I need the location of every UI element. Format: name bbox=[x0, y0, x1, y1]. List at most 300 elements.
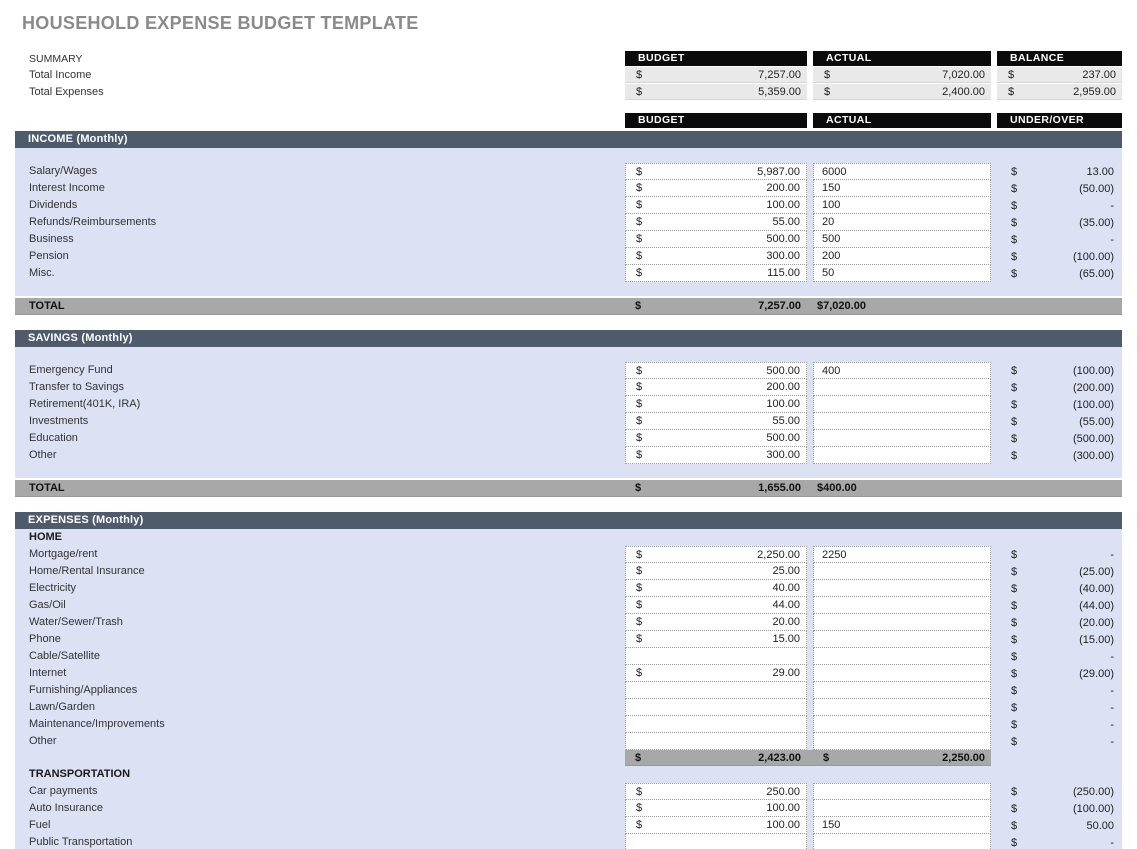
currency-symbol: $ bbox=[1011, 548, 1018, 561]
under-over-cell bbox=[997, 834, 1122, 849]
currency-symbol: $ bbox=[635, 751, 642, 764]
budget-input-cell[interactable] bbox=[625, 546, 807, 563]
total-actual-cell bbox=[807, 480, 857, 496]
row-label: Misc. bbox=[29, 267, 55, 279]
budget-input-cell[interactable] bbox=[625, 614, 807, 631]
currency-symbol: $ bbox=[636, 633, 643, 645]
amount-value: 200.00 bbox=[766, 182, 800, 194]
row-label: Education bbox=[29, 432, 78, 444]
budget-input-cell[interactable] bbox=[625, 197, 807, 214]
subtotal-budget-cell bbox=[625, 750, 807, 765]
budget-input-cell[interactable] bbox=[625, 248, 807, 265]
amount-value: 25.00 bbox=[772, 565, 800, 577]
row-label: Internet bbox=[29, 667, 67, 679]
under-over-cell bbox=[997, 783, 1122, 800]
actual-input-cell[interactable] bbox=[813, 214, 991, 231]
row-label: Public Transportation bbox=[29, 836, 133, 848]
actual-input-cell[interactable] bbox=[813, 834, 991, 849]
table-row bbox=[15, 817, 1122, 834]
row-label: Car payments bbox=[29, 785, 98, 797]
row-label: Gas/Oil bbox=[29, 599, 66, 611]
main-column-headers bbox=[15, 113, 1122, 128]
currency-symbol: $ bbox=[817, 300, 824, 312]
budget-input-cell[interactable] bbox=[625, 180, 807, 197]
budget-input-cell[interactable] bbox=[625, 265, 807, 282]
amount-value: 13.00 bbox=[1086, 165, 1114, 178]
subsection-title: HOME bbox=[29, 531, 62, 543]
row-label: Auto Insurance bbox=[29, 802, 103, 814]
row-label: Business bbox=[29, 233, 74, 245]
table-row bbox=[15, 597, 1122, 614]
section-total-row bbox=[15, 298, 1122, 315]
table-row bbox=[15, 197, 1122, 214]
actual-input-cell[interactable] bbox=[813, 248, 991, 265]
budget-input-cell[interactable] bbox=[625, 430, 807, 447]
section-header-savings: SAVINGS (Monthly) bbox=[15, 330, 1122, 347]
budget-input-cell[interactable] bbox=[625, 447, 807, 464]
amount-value: (100.00) bbox=[1073, 250, 1114, 263]
row-label: Transfer to Savings bbox=[29, 381, 124, 393]
total-actual-cell bbox=[807, 298, 866, 314]
section-header-expenses: EXPENSES (Monthly) bbox=[15, 512, 1122, 529]
actual-input-cell[interactable] bbox=[813, 379, 991, 396]
summary-label: SUMMARY bbox=[29, 52, 83, 65]
amount-value: 55.00 bbox=[772, 415, 800, 427]
under-over-cell bbox=[997, 163, 1122, 180]
actual-value: 200 bbox=[822, 250, 841, 262]
currency-symbol: $ bbox=[1011, 415, 1018, 428]
column-header-actual: ACTUAL bbox=[813, 113, 991, 128]
under-over-cell bbox=[997, 379, 1122, 396]
actual-input-cell[interactable] bbox=[813, 265, 991, 282]
actual-input-cell[interactable] bbox=[813, 163, 991, 180]
row-label: Investments bbox=[29, 415, 89, 427]
row-label: Water/Sewer/Trash bbox=[29, 616, 123, 628]
currency-symbol: $ bbox=[1011, 684, 1018, 697]
subtotal-actual-cell bbox=[813, 750, 991, 765]
currency-symbol: $ bbox=[636, 267, 643, 279]
currency-symbol: $ bbox=[1011, 785, 1018, 798]
summary-header-budget: BUDGET bbox=[625, 51, 807, 66]
row-label: Home/Rental Insurance bbox=[29, 565, 145, 577]
table-row bbox=[15, 396, 1122, 413]
actual-input-cell[interactable] bbox=[813, 800, 991, 817]
budget-input-cell[interactable] bbox=[625, 817, 807, 834]
section-total-row bbox=[15, 480, 1122, 497]
budget-input-cell[interactable] bbox=[625, 682, 807, 699]
row-label: Retirement(401K, IRA) bbox=[29, 398, 141, 410]
amount-value: (29.00) bbox=[1079, 667, 1114, 680]
row-label: Cable/Satellite bbox=[29, 650, 100, 662]
currency-symbol: $ bbox=[635, 300, 642, 312]
actual-input-cell[interactable] bbox=[813, 180, 991, 197]
currency-symbol: $ bbox=[1011, 250, 1018, 263]
currency-symbol: $ bbox=[636, 599, 643, 611]
currency-symbol: $ bbox=[636, 165, 643, 178]
actual-input-cell[interactable] bbox=[813, 546, 991, 563]
spacer bbox=[15, 282, 1122, 296]
currency-symbol: $ bbox=[636, 233, 643, 245]
row-label: Lawn/Garden bbox=[29, 701, 96, 713]
budget-input-cell[interactable] bbox=[625, 597, 807, 614]
table-row bbox=[15, 362, 1122, 379]
currency-symbol: $ bbox=[636, 616, 643, 628]
summary-row-label: Total Expenses bbox=[29, 86, 104, 98]
amount-value: 7,257.00 bbox=[758, 300, 801, 312]
table-row bbox=[15, 430, 1122, 447]
currency-symbol: $ bbox=[1011, 582, 1018, 595]
amount-value: - bbox=[1110, 650, 1114, 663]
actual-input-cell[interactable] bbox=[813, 682, 991, 699]
amount-value: 2,250.00 bbox=[757, 548, 800, 561]
row-label: Dividends bbox=[29, 199, 78, 211]
budget-input-cell[interactable] bbox=[625, 631, 807, 648]
actual-input-cell[interactable] bbox=[813, 413, 991, 430]
budget-input-cell[interactable] bbox=[625, 800, 807, 817]
under-over-cell bbox=[997, 396, 1122, 413]
currency-symbol: $ bbox=[1011, 650, 1018, 663]
actual-input-cell[interactable] bbox=[813, 580, 991, 597]
amount-value: - bbox=[1110, 735, 1114, 748]
budget-input-cell[interactable] bbox=[625, 733, 807, 750]
summary-header-balance: BALANCE bbox=[997, 51, 1122, 66]
under-over-cell bbox=[997, 180, 1122, 197]
amount-value: 500.00 bbox=[766, 233, 800, 245]
currency-symbol: $ bbox=[1011, 718, 1018, 731]
currency-symbol: $ bbox=[636, 449, 643, 461]
amount-value: - bbox=[1110, 233, 1114, 246]
actual-value: 50 bbox=[822, 267, 835, 279]
amount-value: - bbox=[1110, 718, 1114, 731]
under-over-cell bbox=[997, 546, 1122, 563]
currency-symbol: $ bbox=[1011, 836, 1018, 849]
amount-value: 300.00 bbox=[766, 449, 800, 461]
table-row bbox=[15, 214, 1122, 231]
actual-value: 150 bbox=[822, 819, 841, 831]
currency-symbol: $ bbox=[636, 216, 643, 228]
table-row bbox=[15, 682, 1122, 699]
table-row bbox=[15, 716, 1122, 733]
page-title: HOUSEHOLD EXPENSE BUDGET TEMPLATE bbox=[22, 13, 419, 33]
subsection-subtotal-row bbox=[15, 750, 1122, 766]
table-row bbox=[15, 648, 1122, 665]
table-row bbox=[15, 699, 1122, 716]
section-body-savings bbox=[15, 347, 1122, 478]
summary-total-expenses-balance: $ 2,959.00 bbox=[997, 84, 1122, 100]
currency-symbol: $ bbox=[635, 482, 642, 494]
row-label: Other bbox=[29, 735, 57, 747]
amount-value: (55.00) bbox=[1079, 415, 1114, 428]
table-row bbox=[15, 563, 1122, 580]
table-row bbox=[15, 248, 1122, 265]
currency-symbol: $ bbox=[1011, 199, 1018, 212]
budget-input-cell[interactable] bbox=[625, 563, 807, 580]
amount-value: - bbox=[1110, 701, 1114, 714]
column-header-under-over: UNDER/OVER bbox=[997, 113, 1122, 128]
amount-value: (50.00) bbox=[1079, 182, 1114, 195]
row-label: Maintenance/Improvements bbox=[29, 718, 165, 730]
under-over-cell bbox=[997, 248, 1122, 265]
under-over-cell bbox=[997, 265, 1122, 282]
summary-total-income-balance: $ 237.00 bbox=[997, 67, 1122, 83]
amount-value: (500.00) bbox=[1073, 432, 1114, 445]
summary-total-income-budget: $ 7,257.00 bbox=[625, 67, 807, 83]
actual-input-cell[interactable] bbox=[813, 665, 991, 682]
budget-input-cell[interactable] bbox=[625, 665, 807, 682]
amount-value: 100.00 bbox=[766, 819, 800, 831]
currency-symbol: $ bbox=[636, 548, 643, 561]
currency-symbol: $ bbox=[636, 199, 643, 211]
amount-value: 44.00 bbox=[772, 599, 800, 611]
amount-value: - bbox=[1110, 548, 1114, 561]
budget-input-cell[interactable] bbox=[625, 413, 807, 430]
table-row bbox=[15, 733, 1122, 750]
under-over-cell bbox=[997, 800, 1122, 817]
total-label: TOTAL bbox=[29, 482, 65, 494]
amount-value: 55.00 bbox=[772, 216, 800, 228]
table-row bbox=[15, 265, 1122, 282]
currency-symbol: $ bbox=[1011, 667, 1018, 680]
amount-value: 15.00 bbox=[772, 633, 800, 645]
currency-symbol: $ bbox=[1011, 802, 1018, 815]
currency-symbol: $ bbox=[817, 482, 824, 494]
row-label: Salary/Wages bbox=[29, 165, 98, 177]
table-row bbox=[15, 231, 1122, 248]
column-header-budget: BUDGET bbox=[625, 113, 807, 128]
currency-symbol: $ bbox=[1011, 165, 1018, 178]
amount-value: 40.00 bbox=[772, 582, 800, 594]
total-budget-cell bbox=[625, 298, 807, 314]
table-row bbox=[15, 379, 1122, 396]
amount-value: - bbox=[1110, 199, 1114, 212]
amount-value: 400.00 bbox=[823, 482, 857, 494]
row-label: Furnishing/Appliances bbox=[29, 684, 138, 696]
amount-value: (100.00) bbox=[1073, 364, 1114, 377]
budget-input-cell[interactable] bbox=[625, 231, 807, 248]
amount-value: (44.00) bbox=[1079, 599, 1114, 612]
spacer bbox=[15, 148, 1122, 163]
under-over-cell bbox=[997, 682, 1122, 699]
currency-symbol: $ bbox=[1011, 216, 1018, 229]
table-row bbox=[15, 665, 1122, 682]
actual-input-cell[interactable] bbox=[813, 733, 991, 750]
under-over-cell bbox=[997, 699, 1122, 716]
actual-input-cell[interactable] bbox=[813, 430, 991, 447]
amount-value: (15.00) bbox=[1079, 633, 1114, 646]
amount-value: 2,250.00 bbox=[942, 751, 985, 764]
currency-symbol: $ bbox=[1011, 701, 1018, 714]
amount-value: - bbox=[1110, 684, 1114, 697]
actual-value: 500 bbox=[822, 233, 841, 245]
summary-total-income-actual: $ 7,020.00 bbox=[813, 67, 991, 83]
budget-input-cell[interactable] bbox=[625, 580, 807, 597]
actual-value: 6000 bbox=[822, 165, 847, 178]
table-row bbox=[15, 180, 1122, 197]
actual-input-cell[interactable] bbox=[813, 396, 991, 413]
subsection-title: TRANSPORTATION bbox=[29, 768, 131, 780]
amount-value: (300.00) bbox=[1073, 449, 1114, 462]
budget-input-cell[interactable] bbox=[625, 163, 807, 180]
budget-input-cell[interactable] bbox=[625, 783, 807, 800]
currency-symbol: $ bbox=[1011, 267, 1018, 280]
currency-symbol: $ bbox=[636, 785, 643, 798]
under-over-cell bbox=[997, 197, 1122, 214]
amount-value: (25.00) bbox=[1079, 565, 1114, 578]
under-over-cell bbox=[997, 665, 1122, 682]
amount-value: (250.00) bbox=[1073, 785, 1114, 798]
budget-input-cell[interactable] bbox=[625, 396, 807, 413]
currency-symbol: $ bbox=[1011, 819, 1018, 832]
actual-input-cell[interactable] bbox=[813, 631, 991, 648]
budget-input-cell[interactable] bbox=[625, 379, 807, 396]
amount-value: 50.00 bbox=[1086, 819, 1114, 832]
amount-value: 2,423.00 bbox=[758, 751, 801, 764]
section-gap bbox=[15, 497, 1122, 509]
currency-symbol: $ bbox=[636, 432, 643, 444]
actual-input-cell[interactable] bbox=[813, 648, 991, 665]
actual-input-cell[interactable] bbox=[813, 716, 991, 733]
amount-value: 100.00 bbox=[766, 802, 800, 814]
section-body-income bbox=[15, 148, 1122, 296]
currency-symbol: $ bbox=[636, 381, 643, 393]
actual-input-cell[interactable] bbox=[813, 597, 991, 614]
budget-input-cell[interactable] bbox=[625, 716, 807, 733]
currency-symbol: $ bbox=[1011, 364, 1018, 377]
currency-symbol: $ bbox=[1011, 398, 1018, 411]
currency-symbol: $ bbox=[636, 250, 643, 262]
budget-input-cell[interactable] bbox=[625, 214, 807, 231]
total-label: TOTAL bbox=[29, 300, 65, 312]
currency-symbol: $ bbox=[823, 751, 830, 764]
table-row bbox=[15, 163, 1122, 180]
actual-input-cell[interactable] bbox=[813, 563, 991, 580]
section-gap bbox=[15, 315, 1122, 327]
budget-input-cell[interactable] bbox=[625, 699, 807, 716]
currency-symbol: $ bbox=[636, 364, 643, 377]
sections-container bbox=[15, 131, 1122, 849]
budget-input-cell[interactable] bbox=[625, 834, 807, 849]
amount-value: (100.00) bbox=[1073, 802, 1114, 815]
amount-value: 5,987.00 bbox=[757, 165, 800, 178]
amount-value: - bbox=[1110, 836, 1114, 849]
budget-spreadsheet bbox=[15, 13, 1122, 849]
actual-input-cell[interactable] bbox=[813, 817, 991, 834]
currency-symbol: $ bbox=[1011, 381, 1018, 394]
amount-value: 250.00 bbox=[766, 785, 800, 798]
actual-input-cell[interactable] bbox=[813, 783, 991, 800]
summary-block bbox=[15, 51, 1122, 100]
amount-value: (20.00) bbox=[1079, 616, 1114, 629]
budget-input-cell[interactable] bbox=[625, 648, 807, 665]
summary-row-label: Total Income bbox=[29, 69, 92, 81]
amount-value: 115.00 bbox=[767, 267, 800, 279]
actual-input-cell[interactable] bbox=[813, 614, 991, 631]
amount-value: 100.00 bbox=[766, 398, 800, 410]
row-label: Fuel bbox=[29, 819, 51, 831]
row-label: Emergency Fund bbox=[29, 364, 113, 376]
table-row bbox=[15, 614, 1122, 631]
currency-symbol: $ bbox=[636, 819, 643, 831]
amount-value: 1,655.00 bbox=[758, 482, 801, 494]
amount-value: (65.00) bbox=[1079, 267, 1114, 280]
amount-value: (40.00) bbox=[1079, 582, 1114, 595]
actual-input-cell[interactable] bbox=[813, 231, 991, 248]
row-label: Interest Income bbox=[29, 182, 105, 194]
section-header-income: INCOME (Monthly) bbox=[15, 131, 1122, 148]
row-label: Phone bbox=[29, 633, 61, 645]
currency-symbol: $ bbox=[636, 182, 643, 194]
currency-symbol: $ bbox=[636, 802, 643, 814]
currency-symbol: $ bbox=[1011, 432, 1018, 445]
actual-input-cell[interactable] bbox=[813, 362, 991, 379]
actual-value: 100 bbox=[822, 199, 841, 211]
under-over-cell bbox=[997, 716, 1122, 733]
amount-value: 20.00 bbox=[772, 616, 800, 628]
summary-total-expenses-budget: $ 5,359.00 bbox=[625, 84, 807, 100]
table-row bbox=[15, 834, 1122, 849]
under-over-cell bbox=[997, 597, 1122, 614]
currency-symbol: $ bbox=[1011, 616, 1018, 629]
currency-symbol: $ bbox=[1011, 599, 1018, 612]
currency-symbol: $ bbox=[636, 667, 643, 679]
table-row bbox=[15, 580, 1122, 597]
actual-input-cell[interactable] bbox=[813, 197, 991, 214]
under-over-cell bbox=[997, 580, 1122, 597]
row-label: Mortgage/rent bbox=[29, 548, 98, 560]
under-over-cell bbox=[997, 631, 1122, 648]
table-row bbox=[15, 631, 1122, 648]
budget-input-cell[interactable] bbox=[625, 362, 807, 379]
under-over-cell bbox=[997, 733, 1122, 750]
actual-value: 150 bbox=[822, 182, 841, 194]
amount-value: 100.00 bbox=[766, 199, 800, 211]
table-row bbox=[15, 447, 1122, 464]
amount-value: (200.00) bbox=[1073, 381, 1114, 394]
currency-symbol: $ bbox=[1011, 182, 1018, 195]
under-over-cell bbox=[997, 231, 1122, 248]
summary-total-expenses-actual: $ 2,400.00 bbox=[813, 84, 991, 100]
amount-value: 200.00 bbox=[766, 381, 800, 393]
actual-value: 2250 bbox=[822, 548, 847, 561]
under-over-cell bbox=[997, 648, 1122, 665]
row-label: Refunds/Reimbursements bbox=[29, 216, 157, 228]
actual-input-cell[interactable] bbox=[813, 447, 991, 464]
under-over-cell bbox=[997, 817, 1122, 834]
table-row bbox=[15, 413, 1122, 430]
row-label: Pension bbox=[29, 250, 69, 262]
amount-value: 300.00 bbox=[766, 250, 800, 262]
under-over-cell bbox=[997, 413, 1122, 430]
currency-symbol: $ bbox=[636, 565, 643, 577]
actual-input-cell[interactable] bbox=[813, 699, 991, 716]
currency-symbol: $ bbox=[636, 398, 643, 410]
section-body-expenses bbox=[15, 529, 1122, 849]
under-over-cell bbox=[997, 214, 1122, 231]
currency-symbol: $ bbox=[1011, 633, 1018, 646]
under-over-cell bbox=[997, 430, 1122, 447]
subsection-header-row bbox=[15, 766, 1122, 783]
amount-value: 500.00 bbox=[766, 364, 800, 377]
spacer bbox=[15, 347, 1122, 362]
amount-value: (100.00) bbox=[1073, 398, 1114, 411]
currency-symbol: $ bbox=[1011, 233, 1018, 246]
under-over-cell bbox=[997, 447, 1122, 464]
table-row bbox=[15, 800, 1122, 817]
row-label: Electricity bbox=[29, 582, 77, 594]
table-row bbox=[15, 546, 1122, 563]
row-label: Other bbox=[29, 449, 57, 461]
currency-symbol: $ bbox=[636, 582, 643, 594]
